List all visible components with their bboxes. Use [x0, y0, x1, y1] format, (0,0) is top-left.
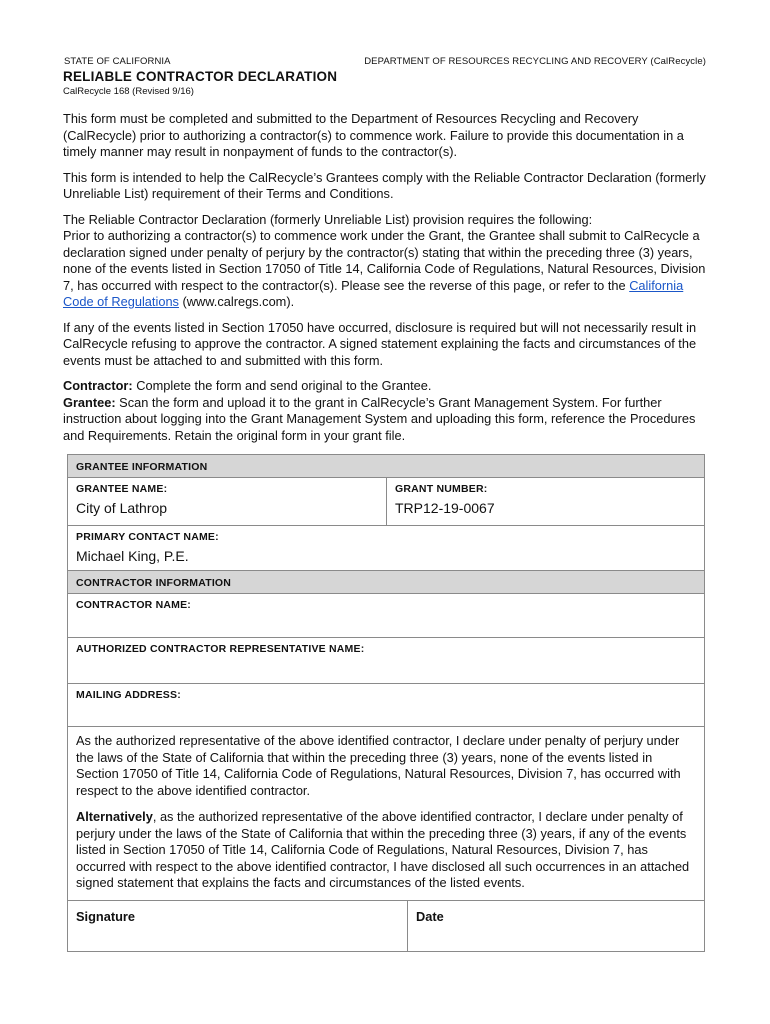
regulations-link[interactable]: California Code of Regulations [63, 277, 684, 309]
form-number: CalRecycle 168 (Revised 9/16) [63, 86, 194, 97]
date-field[interactable] [407, 901, 704, 951]
representative-name-field[interactable] [68, 638, 704, 683]
contractor-name-label: CONTRACTOR NAME: [76, 599, 191, 611]
department-label: DEPARTMENT OF RESOURCES RECYCLING AND RECOVERY (CalRecycle) [364, 56, 706, 67]
grantee-name-label: GRANTEE NAME: [76, 483, 168, 495]
intro-paragraph-1: This form must be completed and submitted to the Department of Resources Recycling and Recovery (CalRecycle) prior to authorizing a contractor(s) to commence work. Failure to provide this documentation in a timely manner may result in nonpayment of funds to the contractor(s). [63, 111, 684, 159]
provision-body: Prior to authorizing a contractor(s) to commence work under the Grant, the Grantee shall submit to CalRecycle a declaration signed under penalty of perjury by the contractor(s) stating that within the preceding three (3) years, none of the events listed in Section 17050 of Title 14, California Code of Regulations, Natural Resources, Division 7, has occurred with respect to the contractor(s). Please see the reverse of this page, or refer to the California Code of Regulations (www.calregs.com). [63, 228, 706, 309]
header-row [63, 56, 706, 67]
intro-paragraph-3 [63, 212, 706, 311]
grantee-instruction: Grantee: Scan the form and upload it to the grant in CalRecycle’s Grant Management System. For further instruction about logging into the Grant Management System and uploading this form, reference the Procedures and Requirements. Retain the original form in your grant file. [63, 394, 696, 443]
mailing-address-label: MAILING ADDRESS: [76, 689, 181, 701]
grant-number-value: TRP12-19-0067 [395, 500, 495, 516]
primary-contact-label: PRIMARY CONTACT NAME: [76, 531, 219, 543]
grantee-name-value: City of Lathrop [76, 500, 168, 516]
declaration-paragraph-2: Alternatively, as the authorized representative of the above identified contractor, I declare under penalty of perjury under the laws of the State of California that within the preceding three (3) years, if any of the events listed in Section 17050 of Title 14, California Code of Regulations, Natural Resources, Division 7, has occurred with respect to the above identified contractor, I have disclosed all such occurrences in an attached signed statement that explains the facts and circumstances of the listed events. [76, 809, 690, 890]
instructions [63, 378, 706, 444]
grant-number-field[interactable] [386, 478, 704, 525]
representative-row [68, 638, 704, 684]
form-page [63, 56, 706, 444]
contractor-instruction: Contractor: Complete the form and send original to the Grantee. [63, 378, 432, 393]
intro-paragraph-2: This form is intended to help the CalRecycle’s Grantees comply with the Reliable Contractor Declaration (formerly Unreliable List) requirement of their Terms and Conditions. [63, 169, 706, 201]
grantee-row [68, 478, 704, 526]
mailing-address-row [68, 684, 704, 727]
state-label: STATE OF CALIFORNIA [64, 56, 171, 67]
date-label: Date [416, 908, 444, 924]
declaration-text [68, 727, 704, 901]
signature-field[interactable] [68, 901, 407, 951]
signature-row [68, 901, 704, 951]
provision-heading: The Reliable Contractor Declaration (formerly Unreliable List) provision requires the following: [63, 211, 593, 227]
grantee-section-header: GRANTEE INFORMATION [68, 455, 704, 478]
grantee-name-field[interactable] [68, 478, 386, 525]
mailing-address-field[interactable] [68, 684, 704, 726]
declaration-paragraph-1: As the authorized representative of the above identified contractor, I declare under penalty of perjury under the laws of the State of California that within the preceding three (3) years, none of the events listed in Section 17050 of Title 14, California Code of Regulations, Natural Resources, Division 7, has occurred with respect to the above identified contractor. [76, 733, 681, 798]
signature-label: Signature [76, 908, 136, 924]
primary-contact-row [68, 526, 704, 571]
primary-contact-value: Michael King, P.E. [76, 548, 189, 564]
primary-contact-field[interactable] [68, 526, 704, 570]
contractor-name-row [68, 594, 704, 638]
intro-paragraph-4: If any of the events listed in Section 17050 have occurred, disclosure is required but will not necessarily result in CalRecycle refusing to approve the contractor. A signed statement explaining the facts and circumstances of the events must be attached to and submitted with this form. [63, 319, 697, 368]
page-title: RELIABLE CONTRACTOR DECLARATION [63, 69, 338, 84]
contractor-section-header: CONTRACTOR INFORMATION [68, 571, 704, 594]
contractor-name-field[interactable] [68, 594, 704, 637]
declaration-form [67, 454, 705, 952]
representative-name-label: AUTHORIZED CONTRACTOR REPRESENTATIVE NAME: [76, 643, 365, 655]
grant-number-label: GRANT NUMBER: [395, 483, 488, 495]
